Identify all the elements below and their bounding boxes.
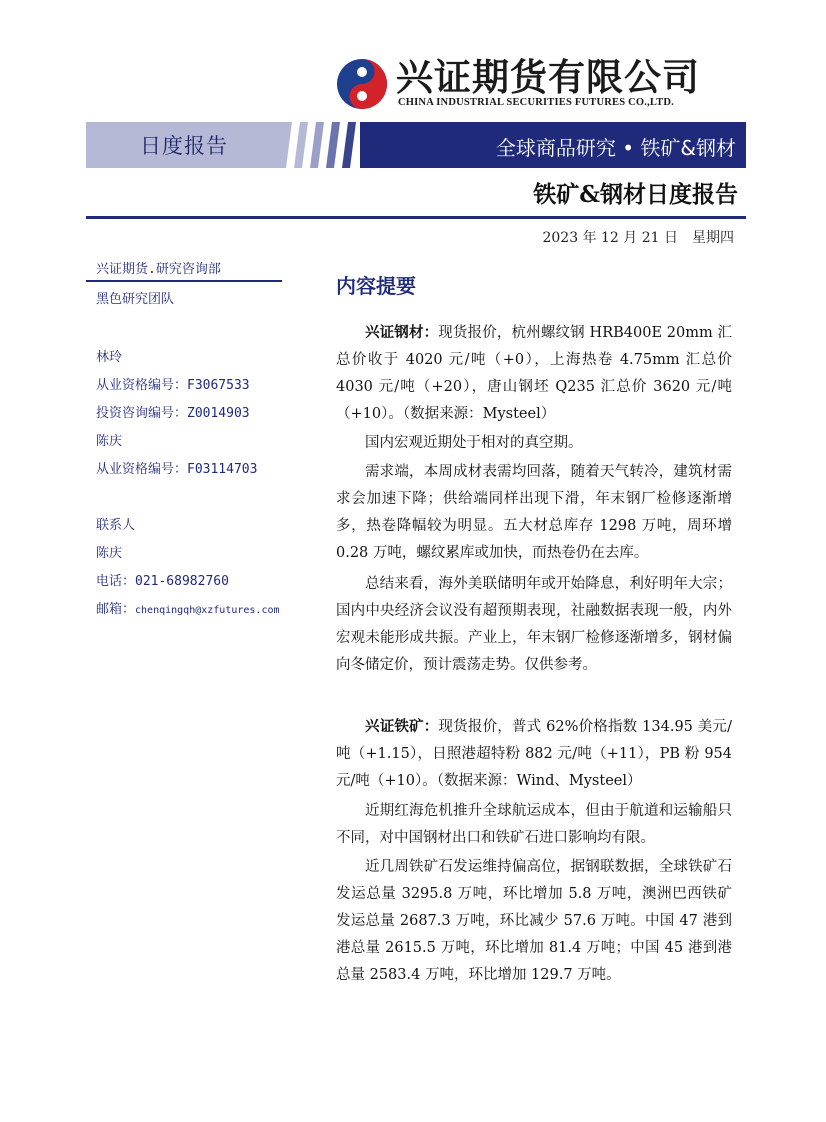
report-type: 日度报告 <box>140 134 228 158</box>
sidebar-divider <box>86 280 282 282</box>
analyst2-qualification: 从业资格编号：F03114703 <box>96 462 258 477</box>
header-band <box>86 122 746 168</box>
ore-lead: 兴证铁矿： <box>365 718 439 735</box>
department: 兴证期货.研究咨询部 <box>96 262 221 277</box>
contact-phone: 电话：021-68982760 <box>96 574 229 589</box>
steel-lead: 兴证钢材： <box>365 324 439 341</box>
analyst1-invest-number: 投资咨询编号：Z0014903 <box>96 406 250 421</box>
company-logo <box>336 56 736 112</box>
analyst1-name: 林玲 <box>96 350 123 365</box>
steel-spot-paragraph <box>336 319 732 428</box>
sidebar <box>96 258 296 617</box>
company-name-en: CHINA INDUSTRIAL SECURITIES FUTURES CO.,LTD. <box>398 97 674 108</box>
team: 黑色研究团队 <box>96 292 175 307</box>
ore-spot-text: 现货报价，普式 62%价格指数 134.95 美元/吨（+1.15），日照港超特粉 882 元/吨（+11），PB 粉 954 元/吨（+10）。（数据来源：Wind、Mysteel） <box>336 719 732 789</box>
logo-mark-icon <box>336 58 388 110</box>
subject-block <box>360 122 746 168</box>
company-name-cn: 兴证期货有限公司 <box>396 56 700 99</box>
contact-name: 陈庆 <box>96 546 123 561</box>
steel-conclusion-paragraph: 总结来看，海外美联储明年或开始降息，利好明年大宗；国内中央经济会议没有超预期表现，社融数据表现一般，内外宏观未能形成共振。产业上，年末钢厂检修逐渐增多，钢材偏向冬储定价，预计震荡走势。仅供参考。 <box>336 576 732 673</box>
ore-spot-paragraph <box>336 713 732 795</box>
steel-supply-demand-paragraph: 需求端，本周成材表需均回落，随着天气转冷，建筑材需求会加速下降；供给端同样出现下滑，年末钢厂检修逐渐增多，热卷降幅较为明显。五大材总库存 1298 万吨，周环增 0.28 万吨，螺纹累库或加快，而热卷仍在去库。 <box>336 464 732 561</box>
report-date: 2023 年 12 月 21 日 星期四 <box>542 230 734 246</box>
summary-section <box>336 270 736 983</box>
ore-shipping-paragraph: 近期红海危机推升全球航运成本，但由于航道和运输船只不同，对中国钢材出口和铁矿石进口影响均有限。 <box>336 803 732 846</box>
email-label: 邮箱： <box>96 602 136 617</box>
report-type-block <box>86 122 286 168</box>
band-stripes-decoration <box>282 122 362 168</box>
email-link[interactable]: chenqingqh@xzfutures.com <box>135 605 280 616</box>
analyst1-qualification: 从业资格编号：F3067533 <box>96 378 250 393</box>
steel-spot-text: 现货报价，杭州螺纹钢 HRB400E 20mm 汇总价收于 4020 元/吨（+0），上海热卷 4.75mm 汇总价 4030 元/吨（+20），唐山钢坯 Q235 汇总价 3620 元/吨（+10）。（数据来源：Mysteel） <box>336 325 732 422</box>
report-title: 铁矿&钢材日度报告 <box>533 181 738 208</box>
title-divider <box>86 216 746 219</box>
steel-macro-paragraph: 国内宏观近期处于相对的真空期。 <box>365 435 583 451</box>
contact-label: 联系人 <box>96 518 136 533</box>
contact-email-row <box>96 598 280 617</box>
summary-heading: 内容提要 <box>336 274 416 298</box>
report-subject: 全球商品研究 • 铁矿&钢材 <box>495 136 736 160</box>
ore-shipment-data-paragraph: 近几周铁矿石发运维持偏高位，据钢联数据，全球铁矿石发运总量 3295.8 万吨，环比增加 5.8 万吨，澳洲巴西铁矿发运总量 2687.3 万吨，环比减少 57.6 万吨。中国 47 港到港总量 2615.5 万吨，环比增加 81.4 万吨；中国 45 港到港总量 2583.4 万吨，环比增加 129.7 万吨。 <box>336 859 732 983</box>
analyst2-name: 陈庆 <box>96 434 123 449</box>
